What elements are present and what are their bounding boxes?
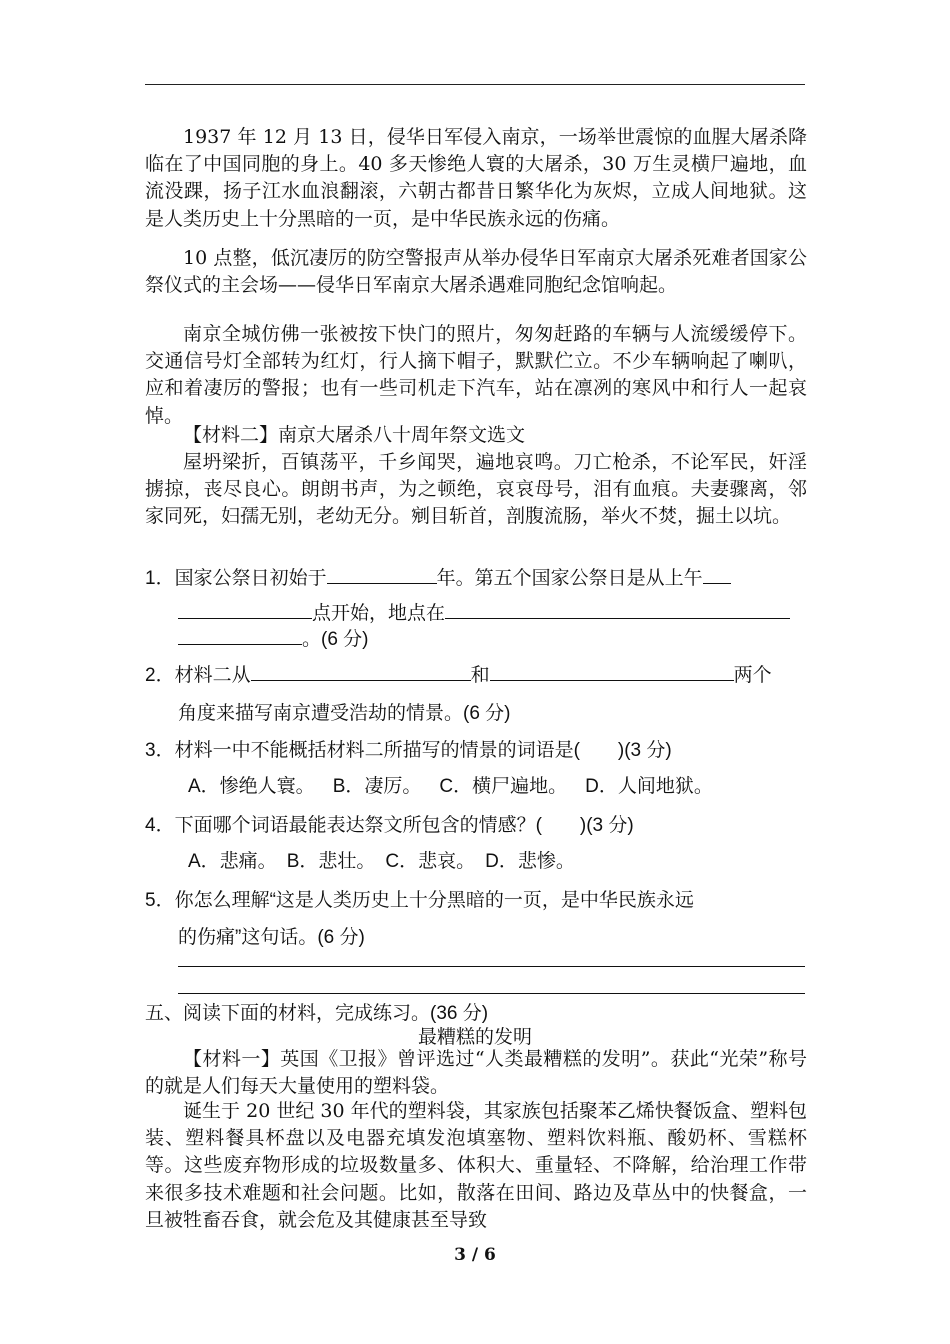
question-4-option-d[interactable]: D．悲惨。 <box>485 851 575 872</box>
answer-line-2[interactable] <box>178 993 805 994</box>
question-3-text: 材料一中不能概括材料二所描写的情景的词语是( )(3 分) <box>174 740 672 761</box>
material1-paragraph-1: 1937 年 12 月 13 日，侵华日军侵入南京，一场举世震惊的血腥大屠杀降临在了中国同胞的身上。40 多天惨绝人寰的大屠杀，30 万生灵横尸遍地，血流没踝，扬子江水血浪翻滚，六朝古都昔日繁华化为灰烬，立成人间地狱。这是人类历史上十分黑暗的一页，是中华民族永远的伤痛。 <box>145 126 807 230</box>
question-4-option-b[interactable]: B．悲壮。 <box>286 851 376 872</box>
page-number: 3 / 6 <box>454 1245 496 1265</box>
question-2-blank-2[interactable] <box>490 662 734 681</box>
question-1-blank-hour-a[interactable] <box>703 565 731 584</box>
question-1-text-d: 。(6 分) <box>302 629 369 650</box>
question-2-text-a: 材料二从 <box>174 665 251 686</box>
question-3-number: 3． <box>145 740 175 761</box>
question-3-options <box>188 771 713 798</box>
question-4-options <box>188 846 575 873</box>
question-4-number: 4． <box>145 815 175 836</box>
question-5-number: 5． <box>145 890 175 911</box>
question-4-line <box>145 810 634 837</box>
material1-paragraph-3: 南京全城仿佛一张被按下快门的照片，匆匆赶路的车辆与人流缓缓停下。交通信号灯全部转为红灯，行人摘下帽子，默默伫立。不少车辆响起了喇叭，应和着凄厉的警报；也有一些司机走下汽车，站在凛冽的寒风中和行人一起哀悼。 <box>145 323 807 427</box>
question-2-number: 2． <box>145 665 175 686</box>
question-2-text-b: 和 <box>470 665 490 686</box>
question-1-blank-place-b[interactable] <box>178 626 302 645</box>
material1-paragraph-2: 10 点整，低沉凄厉的防空警报声从举办侵华日军南京大屠杀死难者国家公祭仪式的主会场——侵华日军南京大屠杀遇难同胞纪念馆响起。 <box>145 247 807 297</box>
question-1-text-c: 点开始，地点在 <box>312 603 446 624</box>
question-1-number: 1． <box>145 568 175 589</box>
section5-paragraph-1: 【材料一】英国《卫报》曾评选过“人类最糟糕的发明”。获此“光荣”称号的就是人们每天大量使用的塑料袋。 <box>145 1048 807 1098</box>
question-2-line-2: 角度来描写南京遭受浩劫的情景。(6 分) <box>178 703 511 724</box>
question-4-text: 下面哪个词语最能表达祭文所包含的情感？( )(3 分) <box>174 815 634 836</box>
question-5-line-2: 的伤痛”这句话。(6 分) <box>178 927 365 948</box>
material2-heading: 【材料二】南京大屠杀八十周年祭文选文 <box>183 424 526 446</box>
question-1-line-2 <box>178 598 790 625</box>
question-4-option-a[interactable]: A．悲痛。 <box>188 851 277 872</box>
section-5-heading: 五、阅读下面的材料，完成练习。(36 分) <box>145 1003 489 1024</box>
question-1-text-a: 国家公祭日初始于 <box>174 568 327 589</box>
question-1-text-b: 年。第五个国家公祭日是从上午 <box>436 568 703 589</box>
question-3-option-a[interactable]: A．惨绝人寰。 <box>188 776 315 797</box>
material2-text: 屋坍梁折，百镇荡平，千乡闻哭，遍地哀鸣。刀亡枪杀，不论军民，奸淫掳掠，丧尽良心。朗朗书声，为之顿绝，哀哀母号，泪有血痕。夫妻骤离，邻家同死，妇孺无别，老幼无分。剜目斩首，剖腹流肠，举火不焚，掘土以坑。 <box>145 451 807 528</box>
question-2-text-c: 两个 <box>733 665 772 686</box>
question-3-line <box>145 735 672 762</box>
answer-line-1[interactable] <box>178 966 805 967</box>
question-1-line-3 <box>178 624 369 651</box>
question-1-blank-year[interactable] <box>327 565 437 584</box>
question-2-blank-1[interactable] <box>251 662 471 681</box>
question-3-option-d[interactable]: D．人间地狱。 <box>585 776 713 797</box>
question-3-option-c[interactable]: C．横尸遍地。 <box>439 776 568 797</box>
question-1-blank-place-a[interactable] <box>445 600 790 619</box>
header-rule <box>145 84 805 85</box>
question-5-text-1: 你怎么理解“这是人类历史上十分黑暗的一页，是中华民族永远 <box>174 890 694 911</box>
question-1-line-1 <box>145 563 731 590</box>
question-3-option-b[interactable]: B．凄厉。 <box>332 776 422 797</box>
question-5-line-1 <box>145 885 694 912</box>
article-title: 最糟糕的发明 <box>417 1027 532 1048</box>
question-4-option-c[interactable]: C．悲哀。 <box>385 851 476 872</box>
section5-paragraph-2: 诞生于 20 世纪 30 年代的塑料袋，其家族包括聚苯乙烯快餐饭盒、塑料包装、塑料餐具杯盘以及电器充填发泡填塞物、塑料饮料瓶、酸奶杯、雪糕杯等。这些废弃物形成的垃圾数量多、体积大、重量轻、不降解，给治理工作带来很多技术难题和社会问题。比如，散落在田间、路边及草丛中的快餐盒，一旦被牲畜吞食，就会危及其健康甚至导致 <box>145 1100 807 1231</box>
question-1-blank-hour-b[interactable] <box>178 600 312 619</box>
question-2-line-1 <box>145 660 772 687</box>
